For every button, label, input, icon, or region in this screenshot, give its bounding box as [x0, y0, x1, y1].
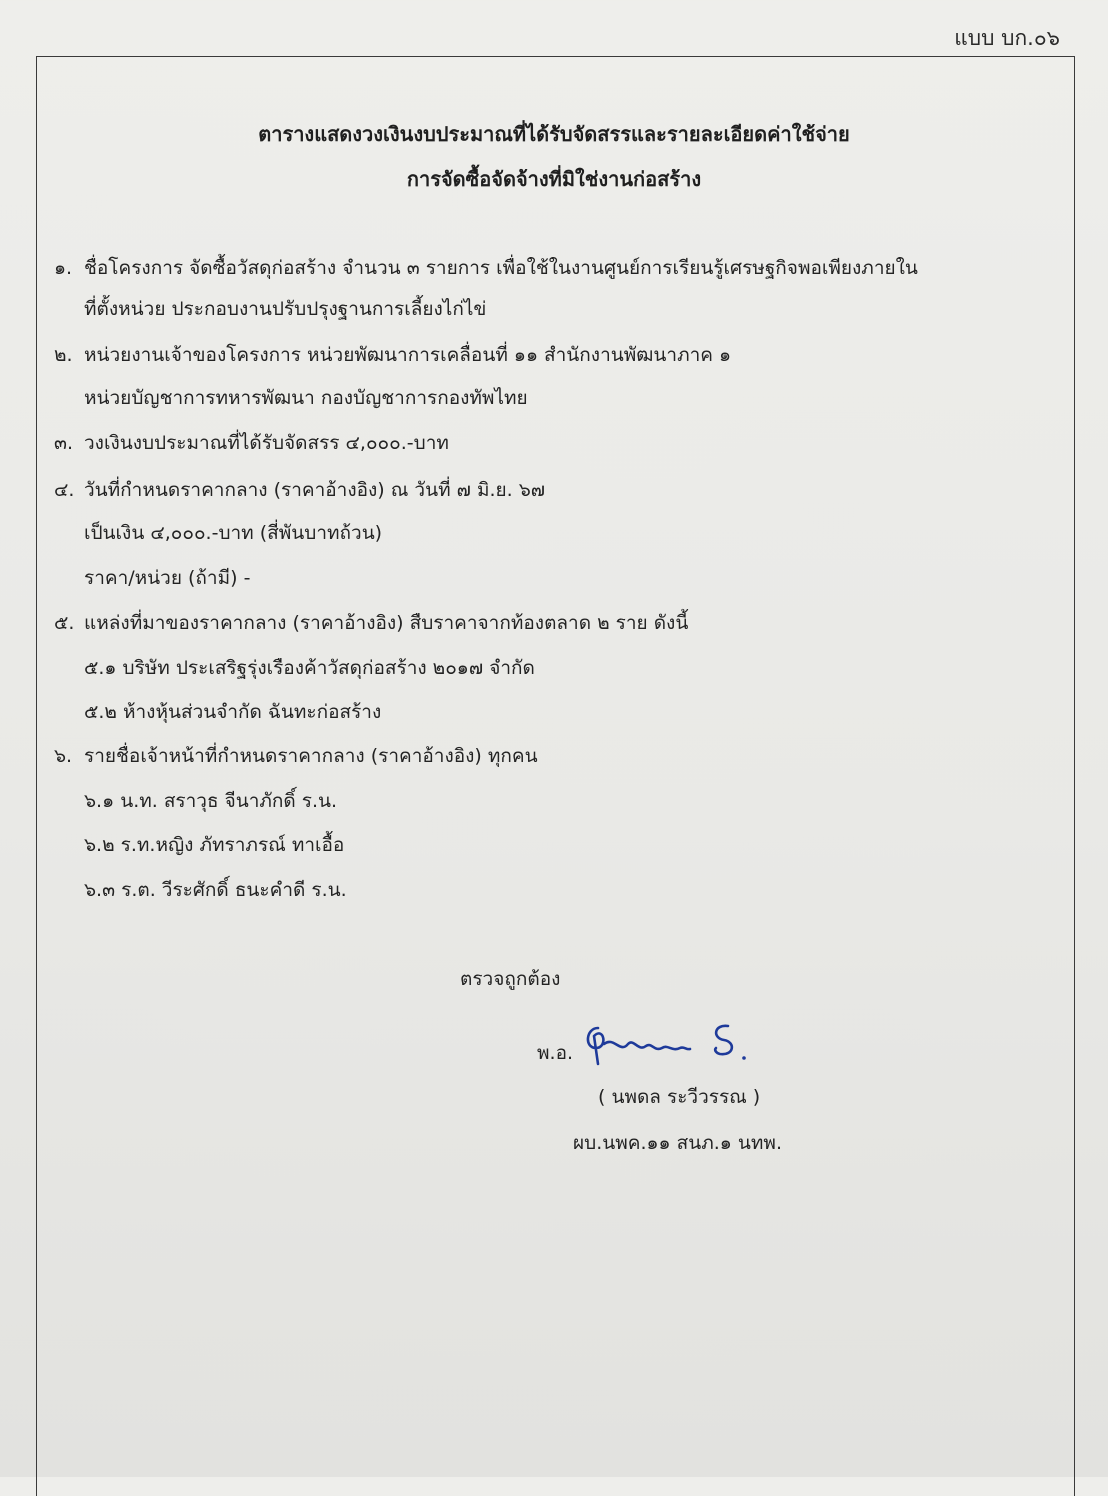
- item-3: [54, 430, 449, 456]
- item-4-unit-price: ราคา/หน่วย (ถ้ามี) -: [84, 567, 251, 589]
- item-2-number: ๒.: [54, 344, 73, 366]
- signer-position: ผบ.นพค.๑๑ สนภ.๑ นทพ.: [573, 1132, 782, 1154]
- item-4-amount: เป็นเงิน ๔,๐๐๐.-บาท (สี่พันบาทถ้วน): [84, 522, 383, 544]
- item-6-3: ๖.๓ ร.ต. วีระศักดิ์ ธนะคำดี ร.น.: [84, 879, 347, 901]
- item-4-number: ๔.: [54, 479, 75, 501]
- item-5: [54, 610, 688, 636]
- document-title-line-1: ตารางแสดงวงเงินงบประมาณที่ได้รับจัดสรรและรายละเอียดค่าใช้จ่าย: [258, 122, 850, 146]
- item-2: [54, 342, 731, 368]
- item-6-number: ๖.: [54, 745, 73, 767]
- item-1-continuation: ที่ตั้งหน่วย ประกอบงานปรับปรุงฐานการเลี้ยงไก่ไข่: [84, 298, 487, 320]
- document-title-line-2: การจัดซื้อจัดจ้างที่มิใช่งานก่อสร้าง: [406, 167, 702, 191]
- item-5-1: ๕.๑ บริษัท ประเสริฐรุ่งเรืองค้าวัสดุก่อสร้าง ๒๐๑๗ จำกัด: [84, 657, 535, 679]
- item-1-number: ๑.: [54, 257, 73, 279]
- item-4: [54, 477, 545, 503]
- item-5-2: ๕.๒ ห้างหุ้นส่วนจำกัด ฉันทะก่อสร้าง: [84, 701, 382, 723]
- signer-name: ( นพดล ระวีวรรณ ): [598, 1086, 761, 1108]
- signer-rank: พ.อ.: [537, 1042, 574, 1064]
- item-1-text: ชื่อโครงการ จัดซื้อวัสดุก่อสร้าง จำนวน ๓ รายการ เพื่อใช้ในงานศูนย์การเรียนรู้เศรษฐกิจพอเพียงภายใน: [84, 257, 918, 279]
- item-6: [54, 743, 538, 769]
- item-6-1: ๖.๑ น.ท. สราวุธ จีนาภักดิ์ ร.น.: [84, 790, 338, 812]
- item-1: [54, 255, 918, 281]
- form-code: แบบ บก.๐๖: [954, 26, 1060, 50]
- item-2-text: หน่วยงานเจ้าของโครงการ หน่วยพัฒนาการเคลื่อนที่ ๑๑ สำนักงานพัฒนาภาค ๑: [84, 344, 732, 366]
- item-6-2: ๖.๒ ร.ท.หญิง ภัทราภรณ์ ทาเอื้อ: [84, 834, 345, 856]
- item-4-text: วันที่กำหนดราคากลาง (ราคาอ้างอิง) ณ วันที่ ๗ มิ.ย. ๖๗: [84, 479, 546, 501]
- item-3-number: ๓.: [54, 432, 74, 454]
- handwritten-signature: [580, 1014, 755, 1074]
- item-6-text: รายชื่อเจ้าหน้าที่กำหนดราคากลาง (ราคาอ้างอิง) ทุกคน: [84, 745, 538, 767]
- item-5-text: แหล่งที่มาของราคากลาง (ราคาอ้างอิง) สืบราคาจากท้องตลาด ๒ ราย ดังนี้: [84, 612, 689, 634]
- item-5-number: ๕.: [54, 612, 75, 634]
- item-2-continuation: หน่วยบัญชาการทหารพัฒนา กองบัญชาการกองทัพไทย: [84, 387, 528, 409]
- verified-label: ตรวจถูกต้อง: [460, 968, 561, 990]
- item-3-text: วงเงินงบประมาณที่ได้รับจัดสรร ๔,๐๐๐.-บาท: [84, 432, 449, 454]
